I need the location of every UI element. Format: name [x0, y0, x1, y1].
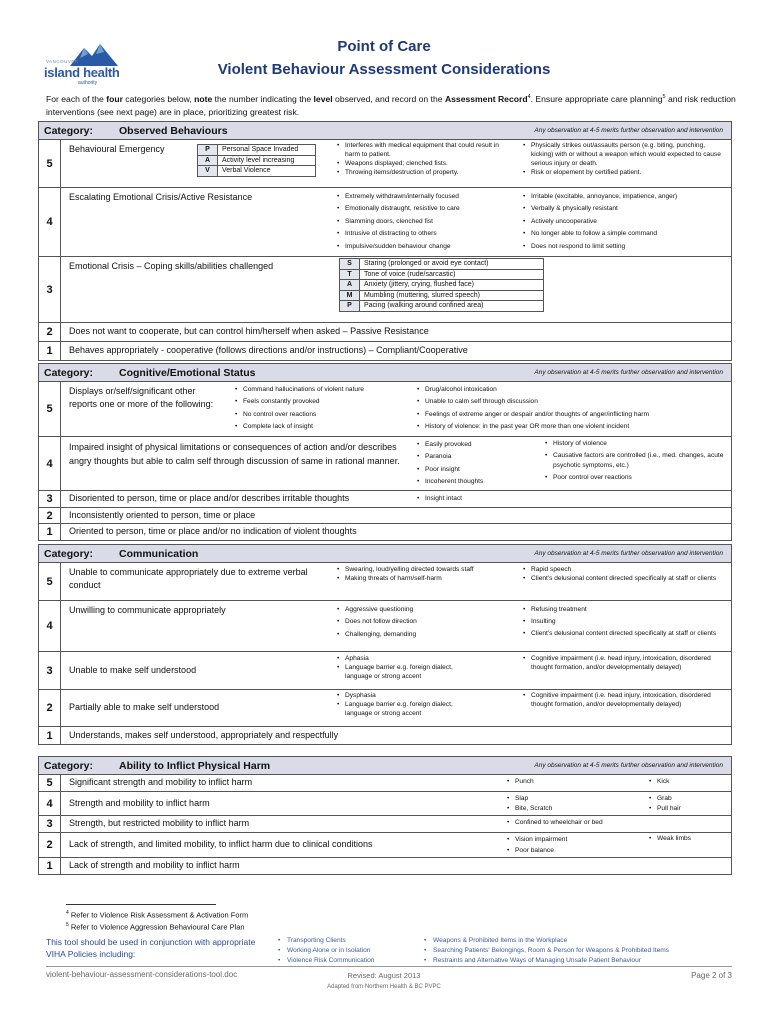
list-item: • Easily provoked — [417, 439, 525, 451]
list-item: • Language barrier e.g. foreign dialect, language or strong accent — [337, 664, 477, 682]
footer-page-number: Page 2 of 3 — [691, 971, 732, 980]
level-description: Unable to communicate appropriately due to extreme verbal conduct — [69, 567, 308, 590]
level-number: 4 — [39, 601, 61, 651]
list-item: • Incoherent thoughts — [417, 476, 525, 488]
list-item: • Command hallucinations of violent nature — [235, 384, 415, 396]
category-label: Category: — [44, 547, 94, 560]
code-row: A Activity level increasing — [198, 155, 316, 166]
list-item: • Paranoia — [417, 451, 525, 463]
list-item: • Swearing, loud/yelling directed towards staff — [337, 566, 521, 575]
level-row-5 — [38, 775, 732, 792]
footnote-divider — [66, 904, 216, 905]
level-row-2 — [38, 833, 732, 858]
level-description: Behaves appropriately - cooperative (follows directions and/or instructions) – Compliant/Cooperative — [69, 345, 468, 355]
list-item: • Causative factors are controlled (i.e., med. changes, acute psychotic symptoms, etc.) — [545, 451, 729, 471]
level-description: Strength and mobility to inflict harm — [69, 798, 210, 808]
level-row-1 — [38, 342, 732, 361]
list-item: • Intrusive of distracting to others — [337, 228, 517, 240]
stamp-code-table — [339, 258, 544, 312]
level-description: Disoriented to person, time or place and/or describes irritable thoughts — [69, 493, 350, 503]
list-item: • Cognitive impairment (i.e. head injury, intoxication, disordered thought formation, and/or developmentally delayed) — [523, 655, 725, 673]
footnote-4: $^4$ Refer to Violence Risk Assessment & Activation Form — [66, 910, 249, 920]
list-item: • Physically strikes out/assaults person (e.g. biting, punching, kicking) with or without a weapon which would expected to cause serious injury or death. — [523, 142, 725, 169]
footer-filename: violent-behaviour-assessment-considerations-tool.doc — [46, 970, 238, 979]
pav-code-table — [197, 144, 316, 177]
indicator-list — [649, 778, 729, 787]
list-item: • Vision impairment — [507, 835, 637, 846]
list-item: • Does not respond to limit setting — [523, 241, 725, 253]
observation-note: Any observation at 4-5 merits further observation and intervention — [534, 127, 723, 134]
level-description: Understands, makes self understood, appropriately and respectfully — [69, 730, 339, 740]
level-number: 3 — [39, 491, 61, 507]
level-description: Partially able to make self understood — [69, 702, 220, 712]
indicator-list — [523, 566, 725, 584]
level-description: Unable to make self understood — [69, 665, 197, 675]
category-name: Observed Behaviours — [119, 124, 228, 137]
indicator-list — [337, 191, 517, 253]
indicator-list — [337, 142, 515, 178]
level-row-4 — [38, 437, 732, 491]
policy-list-2 — [424, 936, 734, 966]
list-item: • Dysphasia — [337, 692, 477, 701]
indicator-list — [235, 384, 415, 434]
section-communication — [38, 544, 732, 745]
indicator-list — [523, 191, 725, 253]
policy-item: • Violence Risk Communication — [278, 956, 418, 966]
code-row: V Verbal Violence — [198, 166, 316, 177]
level-number: 1 — [39, 524, 61, 540]
level-number: 1 — [39, 858, 61, 874]
policy-item: • Weapons & Prohibited Items in the Workplace — [424, 936, 734, 946]
level-number: 3 — [39, 816, 61, 832]
level-row-3 — [38, 491, 732, 508]
list-item: • Aphasia — [337, 655, 477, 664]
list-item: • Extremely withdrawn/internally focused — [337, 191, 517, 203]
indicator-list — [507, 819, 707, 828]
page-title-line1: Point of Care — [337, 38, 431, 55]
list-item: • Insight intact — [417, 495, 577, 504]
section-physical-harm — [38, 756, 732, 875]
level-row-5 — [38, 140, 732, 188]
list-item: • Language barrier e.g. foreign dialect, language or strong accent — [337, 701, 477, 719]
footer-divider — [46, 966, 732, 967]
level-number: 3 — [39, 257, 61, 322]
policy-item: • Restraints and Alternative Ways of Managing Unsafe Patient Behaviour — [424, 956, 734, 966]
policy-list-1 — [278, 936, 418, 966]
indicator-list — [523, 142, 725, 178]
code-row: S Staring (prolonged or avoid eye contact) — [340, 259, 544, 270]
category-name: Cognitive/Emotional Status — [119, 366, 256, 379]
logo-brand-text: island health — [44, 65, 120, 80]
level-number: 4 — [39, 792, 61, 815]
list-item: • Risk or elopement by certified patient. — [523, 169, 725, 178]
category-label: Category: — [44, 124, 94, 137]
list-item: • Drug/alcohol intoxication — [417, 384, 729, 396]
indicator-list — [337, 692, 477, 719]
category-label: Category: — [44, 366, 94, 379]
footnote-5: $^5$ Refer to Violence Aggression Behavioural Care Plan — [66, 922, 245, 932]
policy-item: • Transporting Clients — [278, 936, 418, 946]
list-item: • Unable to calm self through discussion — [417, 396, 729, 408]
indicator-list — [507, 835, 637, 856]
list-item: • Client's delusional content directed specifically at staff or clients — [523, 575, 725, 584]
list-item: • No control over reactions — [235, 409, 415, 421]
level-row-2 — [38, 690, 732, 727]
list-item: • Grab — [649, 794, 729, 804]
list-item: • Interferes with medical equipment that could result in harm to patient. — [337, 142, 515, 160]
list-item: • Slamming doors, clenched fist — [337, 216, 517, 228]
logo-authority-text: authority — [78, 80, 98, 86]
list-item: • Pull hair — [649, 804, 729, 814]
indicator-list — [523, 692, 725, 710]
section-header — [38, 544, 732, 563]
indicator-list — [417, 495, 577, 504]
list-item: • Emotionally distraught, resistive to care — [337, 203, 517, 215]
list-item: • Confined to wheelchair or bed — [507, 819, 707, 828]
code-row: P Personal Space Invaded — [198, 145, 316, 156]
list-item: • Poor control over reactions — [545, 473, 729, 483]
indicator-list — [545, 439, 729, 483]
level-row-1 — [38, 524, 732, 541]
level-row-5 — [38, 563, 732, 601]
list-item: • Weak limbs — [649, 835, 729, 844]
observation-note: Any observation at 4-5 merits further observation and intervention — [534, 550, 723, 557]
level-description: Escalating Emotional Crisis/Active Resistance — [69, 192, 253, 202]
list-item: • Kick — [649, 778, 729, 787]
list-item: • Complete lack of insight — [235, 421, 415, 433]
list-item: • Rapid speech — [523, 566, 725, 575]
level-number: 3 — [39, 652, 61, 689]
code-row: M Mumbling (muttering, slurred speech) — [340, 290, 544, 301]
indicator-list — [649, 835, 729, 844]
level-number: 2 — [39, 833, 61, 857]
indicator-list — [417, 439, 525, 489]
level-row-2 — [38, 508, 732, 524]
list-item: • Making threats of harm/self-harm — [337, 575, 521, 584]
indicator-list — [523, 604, 725, 638]
list-item: • Throwing items/destruction of property. — [337, 169, 515, 178]
level-number: 2 — [39, 508, 61, 523]
list-item: • Impulsive/sudden behaviour change — [337, 241, 517, 253]
list-item: • Feels constantly provoked — [235, 396, 415, 408]
section-header — [38, 756, 732, 775]
list-item: • Does not follow direction — [337, 616, 521, 628]
list-item: • Client's delusional content directed specifically at staff or clients — [523, 629, 725, 638]
level-number: 5 — [39, 775, 61, 791]
indicator-list — [417, 384, 729, 434]
level-description: Inconsistently oriented to person, time or place — [69, 510, 256, 520]
section-observed-behaviours — [38, 121, 732, 361]
list-item: • Verbally & physically resistant — [523, 203, 725, 215]
list-item: • Challenging, demanding — [337, 629, 521, 641]
level-description: Oriented to person, time or place and/or no indication of violent thoughts — [69, 526, 357, 536]
indicator-list — [337, 604, 521, 641]
list-item: • Cognitive impairment (i.e. head injury, intoxication, disordered thought formation, and/or developmentally delayed) — [523, 692, 725, 710]
code-row: P Pacing (walking around confined area) — [340, 301, 544, 312]
list-item: • Feelings of extreme anger or despair and/or thoughts of anger/inflicting harm — [417, 409, 729, 421]
observation-note: Any observation at 4-5 merits further observation and intervention — [534, 369, 723, 376]
footer-revised: Revised: August 2013 — [347, 971, 421, 980]
policy-note: This tool should be used in conjunction with appropriate VIHA Policies including: — [46, 937, 256, 959]
level-row-3 — [38, 816, 732, 833]
level-row-1 — [38, 727, 732, 745]
indicator-list — [337, 566, 521, 584]
level-row-5 — [38, 382, 732, 437]
level-row-4 — [38, 601, 732, 652]
level-number: 2 — [39, 690, 61, 726]
level-row-4 — [38, 792, 732, 816]
indicator-list — [507, 778, 627, 787]
level-description: Unwilling to communicate appropriately — [69, 605, 226, 615]
indicator-list — [337, 655, 477, 682]
list-item: • Bite, Scratch — [507, 804, 627, 814]
list-item: • History of violence: in the past year OR more than one violent incident — [417, 421, 729, 433]
code-row: A Anxiety (jittery, crying, flushed face) — [340, 280, 544, 291]
level-description: Behavioural Emergency — [69, 144, 165, 154]
level-row-4 — [38, 188, 732, 257]
intro-paragraph: For each of the four categories below, note the number indicating the level observed, and record on the Assessment Record$^4$. Ensure appropriate care planning$^5$ and risk reduction interventions (see next page) are in place, prioritizing greatest risk. — [46, 93, 736, 117]
list-item: • Weapons displayed; clenched fists. — [337, 160, 515, 169]
level-number: 5 — [39, 563, 61, 600]
section-header — [38, 121, 732, 140]
level-row-1 — [38, 858, 732, 875]
policy-item: • Working Alone or in Isolation — [278, 946, 418, 956]
section-header — [38, 363, 732, 382]
list-item: • Insulting — [523, 616, 725, 628]
list-item: • Poor insight — [417, 464, 525, 476]
level-row-2 — [38, 323, 732, 342]
level-description: Lack of strength and mobility to inflict harm — [69, 860, 240, 870]
level-description: Impaired insight of physical limitations or consequences of action and/or describes angry thoughts but able to calm self through discussion of same in rational manner. — [69, 442, 400, 466]
footer-adapted: Adapted from Northern Health & BC PVPC — [327, 984, 441, 990]
list-item: • Refusing treatment — [523, 604, 725, 616]
category-label: Category: — [44, 759, 94, 772]
level-row-3 — [38, 652, 732, 690]
level-description: Lack of strength, and limited mobility, to inflict harm due to clinical conditions — [69, 839, 373, 849]
level-number: 1 — [39, 727, 61, 744]
logo-vancouver-text: VANCOUVER — [46, 59, 79, 64]
level-number: 4 — [39, 188, 61, 256]
indicator-list — [523, 655, 725, 673]
list-item: • Actively uncooperative — [523, 216, 725, 228]
code-row: T Tone of voice (rude/sarcastic) — [340, 269, 544, 280]
list-item: • Poor balance — [507, 846, 637, 857]
level-number: 5 — [39, 382, 61, 436]
list-item: • History of violence — [545, 439, 729, 449]
indicator-list — [649, 794, 729, 814]
level-description: Displays or/self/significant other reports one or more of the following: — [69, 386, 214, 409]
level-description: Emotional Crisis – Coping skills/abilities challenged — [69, 261, 274, 271]
level-row-3 — [38, 257, 732, 323]
category-name: Communication — [119, 547, 199, 560]
page-title-line2: Violent Behaviour Assessment Considerations — [217, 61, 551, 78]
level-description: Strength, but restricted mobility to inflict harm — [69, 818, 250, 828]
level-description: Does not want to cooperate, but can control him/herself when asked – Passive Resistance — [69, 326, 429, 336]
level-number: 5 — [39, 140, 61, 187]
list-item: • Irritable (excitable, annoyance, impatience, anger) — [523, 191, 725, 203]
indicator-list — [507, 794, 627, 814]
level-description: Significant strength and mobility to inflict harm — [69, 777, 253, 787]
observation-note: Any observation at 4-5 merits further observation and intervention — [534, 762, 723, 769]
list-item: • Aggressive questioning — [337, 604, 521, 616]
level-number: 1 — [39, 342, 61, 360]
policy-item: • Searching Patients' Belongings, Room & Person for Weapons & Prohibited Items — [424, 946, 734, 956]
list-item: • No longer able to follow a simple command — [523, 228, 725, 240]
level-number: 2 — [39, 323, 61, 341]
list-item: • Punch — [507, 778, 627, 787]
list-item: • Slap — [507, 794, 627, 804]
level-number: 4 — [39, 437, 61, 490]
section-cognitive-emotional-status — [38, 363, 732, 541]
category-name: Ability to Inflict Physical Harm — [119, 759, 271, 772]
